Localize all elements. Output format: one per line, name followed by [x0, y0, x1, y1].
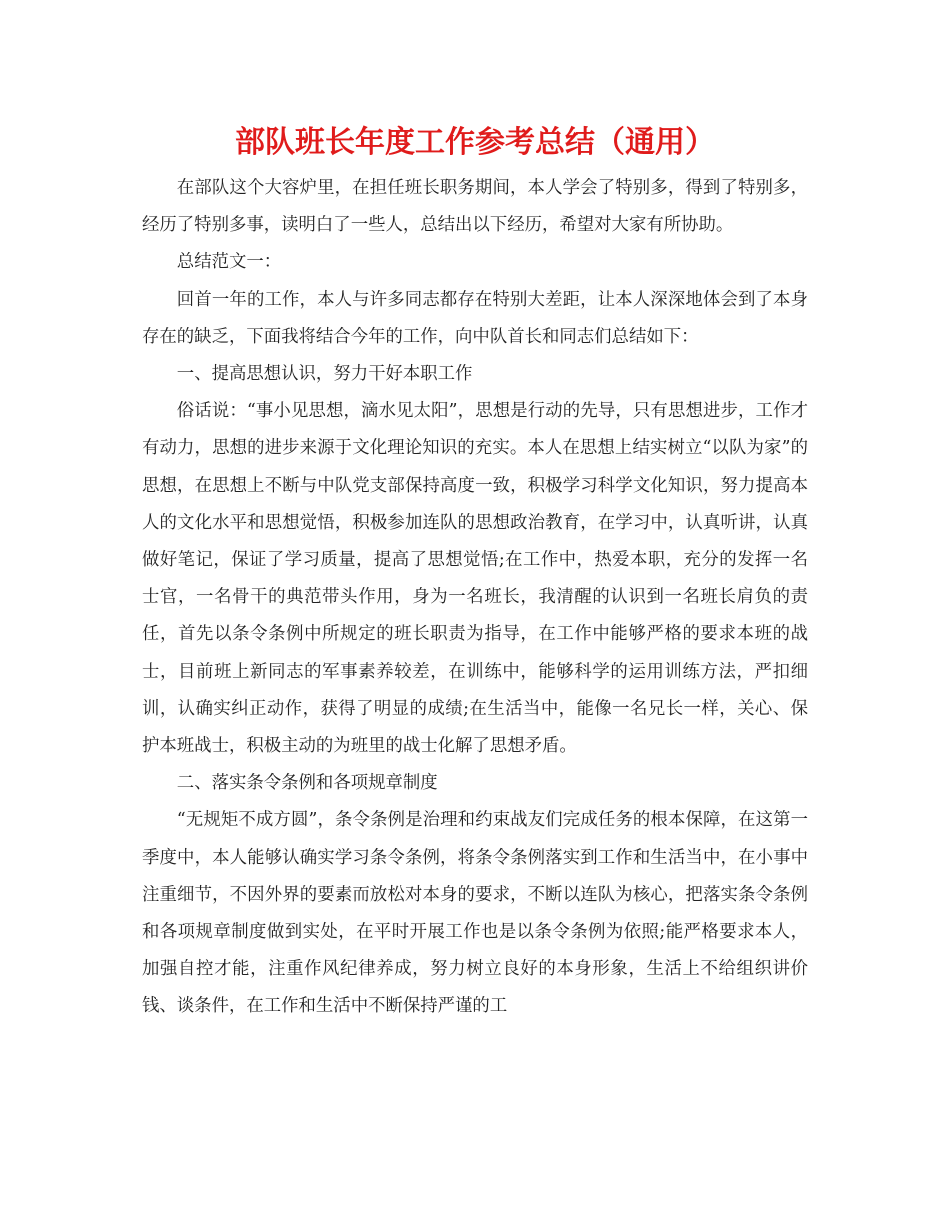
document-title: 部队班长年度工作参考总结（通用）	[235, 125, 715, 160]
review-paragraph: 回首一年的工作，本人与许多同志都存在特别大差距，让本人深深地体会到了本身存在的缺乏，下面我将结合今年的工作，向中队首长和同志们总结如下：	[142, 289, 808, 347]
sample-heading: 总结范文一：	[176, 252, 282, 273]
document-page	[142, 118, 808, 1026]
section-body-2: “无规矩不成方圆”，条令条例是治理和约束战友们完成任务的根本保障，在这第一季度中，本人能够认确实学习条令条例，将条令条例落实到工作和生活当中，在小事中注重细节，不因外界的要素而放松对本身的要求，不断以连队为核心，把落实条令条例和各项规章制度做到实处，在平时开展工作也是以条令条例为依照;能严格要求本人，加强自控才能，注重作风纪律养成，努力树立良好的本身形象，生活上不给组织讲价钱、谈条件，在工作和生活中不断保持严谨的工	[142, 810, 808, 1017]
section-body-1: 俗话说：“事小见思想，滴水见太阳”，思想是行动的先导，只有思想进步，工作才有动力，思想的进步来源于文化理论知识的充实。本人在思想上结实树立“以队为家”的思想，在思想上不断与中队党支部保持高度一致，积极学习科学文化知识，努力提高本人的文化水平和思想觉悟，积极参加连队的思想政治教育，在学习中，认真听讲，认真做好笔记，保证了学习质量，提高了思想觉悟;在工作中，热爱本职，充分的发挥一名士官，一名骨干的典范带头作用，身为一名班长，我清醒的认识到一名班长肩负的责任，首先以条令条例中所规定的班长职责为指导，在工作中能够严格的要求本班的战士，目前班上新同志的军事素养较差，在训练中，能够科学的运用训练方法，严扣细训，认确实纠正动作，获得了明显的成绩;在生活当中，能像一名兄长一样，关心、保护本班战士，积极主动的为班里的战士化解了思想矛盾。	[142, 401, 808, 757]
section-heading-2: 二、落实条令条例和各项规章制度	[176, 773, 438, 794]
intro-paragraph: 在部队这个大容炉里，在担任班长职务期间，本人学会了特别多，得到了特别多，经历了特别多事，读明白了一些人，总结出以下经历，希望对大家有所协助。	[142, 178, 808, 236]
section-heading-1: 一、提高思想认识，努力干好本职工作	[176, 364, 473, 385]
